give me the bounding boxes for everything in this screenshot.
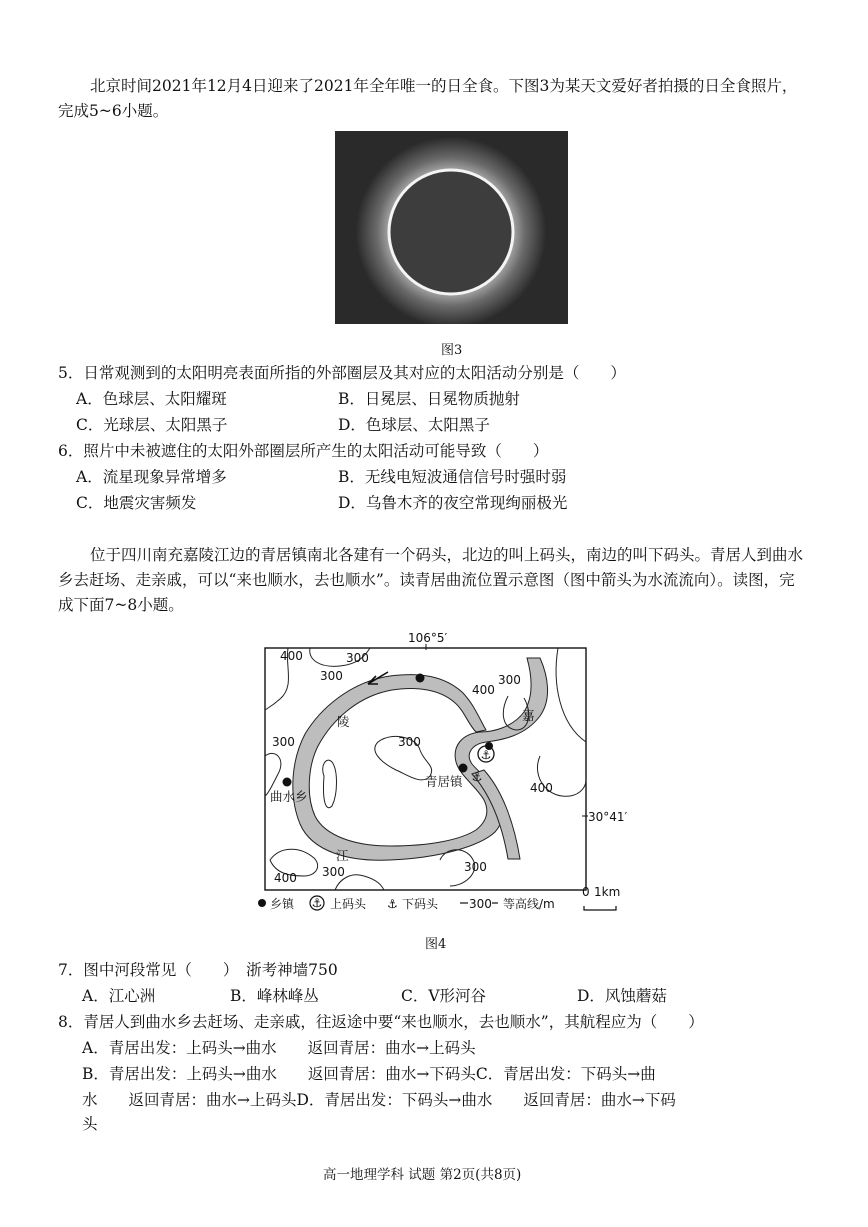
contour-label: 300 <box>398 735 421 749</box>
contour-label: 300 <box>346 651 369 665</box>
q7-option-d: D．风蚀蘑菇 <box>577 987 667 1005</box>
contour-label: 300 <box>498 673 521 687</box>
contour-label: 400 <box>274 871 297 885</box>
river-label-jiang: 江 <box>336 848 349 863</box>
q5-option-b: B．日冕层、日冕物质抛射 <box>338 390 520 408</box>
place-qingju: 青居镇 <box>425 774 463 789</box>
q8-line-3: 水 返回青居：曲水→上码头D．青居出发：下码头→曲水 返回青居：曲水→下码 <box>82 1091 676 1109</box>
scale-unit: 1km <box>594 885 621 899</box>
qingju-meander-map <box>240 624 635 924</box>
legend-town: 乡镇 <box>270 897 295 911</box>
q6-option-d: D．乌鲁木齐的夜空常现绚丽极光 <box>338 494 568 512</box>
q5-option-a: A．色球层、太阳耀斑 <box>76 390 227 408</box>
passage-eclipse: 北京时间2021年12月4日迎来了2021年全年唯一的日全食。下图3为某天文爱好者拍摄的日全食照片，完成5~6小题。 <box>58 77 798 120</box>
contour-label: 400 <box>280 649 303 663</box>
page-footer: 高一地理学科 试题 第2页(共8页) <box>323 1167 522 1183</box>
q8-line-4: 头 <box>82 1115 98 1133</box>
contour-label: 400 <box>530 781 553 795</box>
contour-label: 400 <box>472 683 495 697</box>
q7-option-b: B．峰林峰丛 <box>230 987 319 1005</box>
contour-label: 300 <box>464 860 487 874</box>
q5-option-d: D．色球层、太阳黑子 <box>338 416 490 434</box>
town-dot-qushui <box>283 778 292 787</box>
contour-label: 300 <box>322 865 345 879</box>
legend-contour-value: 300 <box>469 897 492 911</box>
q7-option-c: C．V形河谷 <box>401 987 487 1005</box>
svg-text:⚓: ⚓ <box>311 896 323 910</box>
passage-qingju: 位于四川南充嘉陵江边的青居镇南北各建有一个码头，北边的叫上码头，南边的叫下码头。青居人到曲水乡去赶场、走亲戚，可以“来也顺水，去也顺水”。读青居曲流位置示意图（图中箭头为水流流向）。读图，完成下面7~8小题。 <box>58 546 804 614</box>
legend-contour: 等高线/m <box>503 897 555 911</box>
svg-text:⚓: ⚓ <box>480 748 492 762</box>
question-5-stem: 5．日常观测到的太阳明亮表面所指的外部圈层及其对应的太阳活动分别是（ ） <box>58 364 626 382</box>
question-8-stem: 8．青居人到曲水乡去赶场、走亲戚，往返途中要“来也顺水，去也顺水”，其航程应为（ ） <box>58 1013 704 1031</box>
figure-4-caption: 图4 <box>425 937 447 952</box>
legend-upper-dock: 上码头 <box>330 897 367 911</box>
question-6-stem: 6．照片中未被遮住的太阳外部圈层所产生的太阳活动可能导致（ ） <box>58 442 549 460</box>
legend-lower-dock: 下码头 <box>402 897 439 911</box>
contour-label: 300 <box>320 669 343 683</box>
legend-lower-dock-icon: ⚓ <box>387 897 398 911</box>
place-qushui: 曲水乡 <box>270 789 308 804</box>
eclipse-image <box>335 131 568 324</box>
q7-option-a: A．江心洲 <box>82 987 156 1005</box>
river-label-ling: 陵 <box>337 714 350 729</box>
q6-option-a: A．流星现象异常增多 <box>76 468 227 486</box>
lower-dock-icon: ⚓ <box>471 770 483 784</box>
contour-label: 300 <box>272 735 295 749</box>
latitude-label: 30°41′ <box>588 810 628 824</box>
q8-line-1: A．青居出发：上码头→曲水 返回青居：曲水→上码头 <box>82 1039 476 1057</box>
legend-town-icon <box>258 899 266 907</box>
map-figure <box>240 624 635 924</box>
q8-line-2: B．青居出发：上码头→曲水 返回青居：曲水→下码头C．青居出发：下码头→曲 <box>82 1065 656 1083</box>
scale-zero: 0 <box>582 885 590 899</box>
eclipse-photo <box>335 131 568 324</box>
q5-option-c: C．光球层、太阳黑子 <box>76 416 228 434</box>
river-label-jia: 嘉 <box>522 708 535 723</box>
q6-option-c: C．地震灾害频发 <box>76 494 197 512</box>
town-dot-qingju <box>459 764 468 773</box>
question-7-stem: 7．图中河段常见（ ） 浙考神墙750 <box>58 961 338 979</box>
town-dot-north <box>416 674 425 683</box>
scale-bar <box>584 906 616 910</box>
figure-3-caption: 图3 <box>441 343 463 358</box>
longitude-label: 106°5′ <box>408 631 448 645</box>
q6-option-b: B．无线电短波通信信号时强时弱 <box>338 468 567 486</box>
